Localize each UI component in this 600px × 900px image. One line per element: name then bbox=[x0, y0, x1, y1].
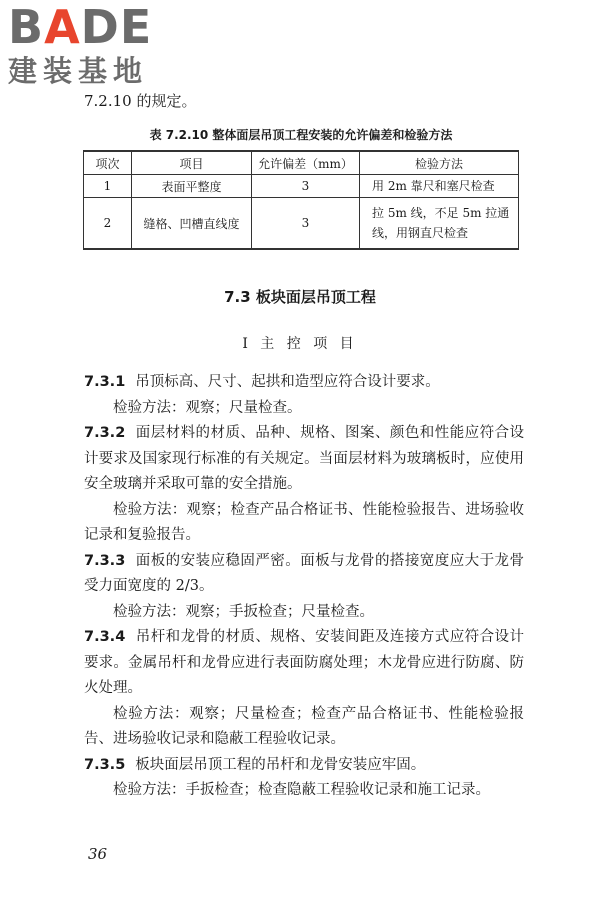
clause-number: 7.3.4 bbox=[84, 629, 126, 645]
page-number: 36 bbox=[88, 845, 108, 863]
clause-text: 面板的安装应稳固严密。面板与龙骨的搭接宽度应大于龙骨受力面宽度的 2/3。 bbox=[84, 552, 524, 594]
clauses bbox=[84, 370, 524, 804]
header-item: 项目 bbox=[132, 151, 252, 175]
clause-number: 7.3.3 bbox=[84, 552, 126, 569]
header-method: 检验方法 bbox=[360, 151, 519, 175]
logo-chinese-name: 建装基地 bbox=[8, 54, 149, 88]
clause-method: 检验方法：观察；检查产品合格证书、性能检验报告、进场验收记录和复验报告。 bbox=[84, 501, 524, 543]
table-row bbox=[84, 175, 519, 198]
cell-item-no: 1 bbox=[84, 175, 132, 198]
cell-item: 缝格、凹槽直线度 bbox=[132, 198, 252, 250]
clause bbox=[84, 370, 524, 396]
header-tolerance: 允许偏差（mm） bbox=[252, 151, 360, 175]
logo-wordmark: BADE bbox=[8, 0, 153, 54]
clause bbox=[84, 421, 524, 498]
clause-text: 板块面层吊顶工程的吊杆和龙骨安装应牢固。 bbox=[135, 756, 426, 773]
cell-item-no: 2 bbox=[84, 198, 132, 250]
clause-text: 面层材料的材质、品种、规格、图案、颜色和性能应符合设计要求及国家现行标准的有关规定。当面层材料为玻璃板时，应使用安全玻璃并采取可靠的安全措施。 bbox=[84, 425, 524, 492]
clause bbox=[84, 549, 524, 600]
cell-tolerance: 3 bbox=[252, 175, 360, 198]
reference-line: 7.2.10 的规定。 bbox=[84, 92, 197, 110]
clause-method: 检验方法：观察；手扳检查；尺量检查。 bbox=[113, 603, 374, 620]
tolerance-table bbox=[83, 150, 519, 250]
table-row bbox=[84, 198, 519, 250]
clause bbox=[84, 753, 524, 779]
clause-number: 7.3.1 bbox=[84, 374, 126, 390]
clause-text: 吊顶标高、尺寸、起拱和造型应符合设计要求。 bbox=[135, 374, 440, 390]
bade-logo bbox=[8, 2, 188, 92]
clause-text: 吊杆和龙骨的材质、规格、安装间距及连接方式应符合设计要求。金属吊杆和龙骨应进行表面防腐处理；木龙骨应进行防腐、防火处理。 bbox=[84, 629, 524, 696]
table-caption: 表 7.2.10 整体面层吊顶工程安装的允许偏差和检验方法 bbox=[149, 128, 453, 142]
clause-method: 检验方法：观察；尺量检查；检查产品合格证书、性能检验报告、进场验收记录和隐蔽工程验收记录。 bbox=[84, 705, 524, 747]
header-item-no: 项次 bbox=[84, 151, 132, 175]
cell-tolerance: 3 bbox=[252, 198, 360, 250]
clause-number: 7.3.2 bbox=[84, 425, 126, 441]
cell-method: 用 2m 靠尺和塞尺检查 bbox=[360, 175, 519, 198]
clause-number: 7.3.5 bbox=[84, 756, 126, 773]
cell-item: 表面平整度 bbox=[132, 175, 252, 198]
table-header-row bbox=[84, 151, 519, 175]
clause-method: 检验方法：手扳检查；检查隐蔽工程验收记录和施工记录。 bbox=[113, 782, 490, 798]
subsection-title: Ⅰ 主 控 项 目 bbox=[242, 336, 358, 352]
clause bbox=[84, 625, 524, 702]
cell-method: 拉 5m 线，不足 5m 拉通线，用钢直尺检查 bbox=[360, 198, 519, 250]
section-title: 7.3 板块面层吊顶工程 bbox=[224, 288, 376, 306]
clause-method: 检验方法：观察；尺量检查。 bbox=[113, 399, 302, 416]
